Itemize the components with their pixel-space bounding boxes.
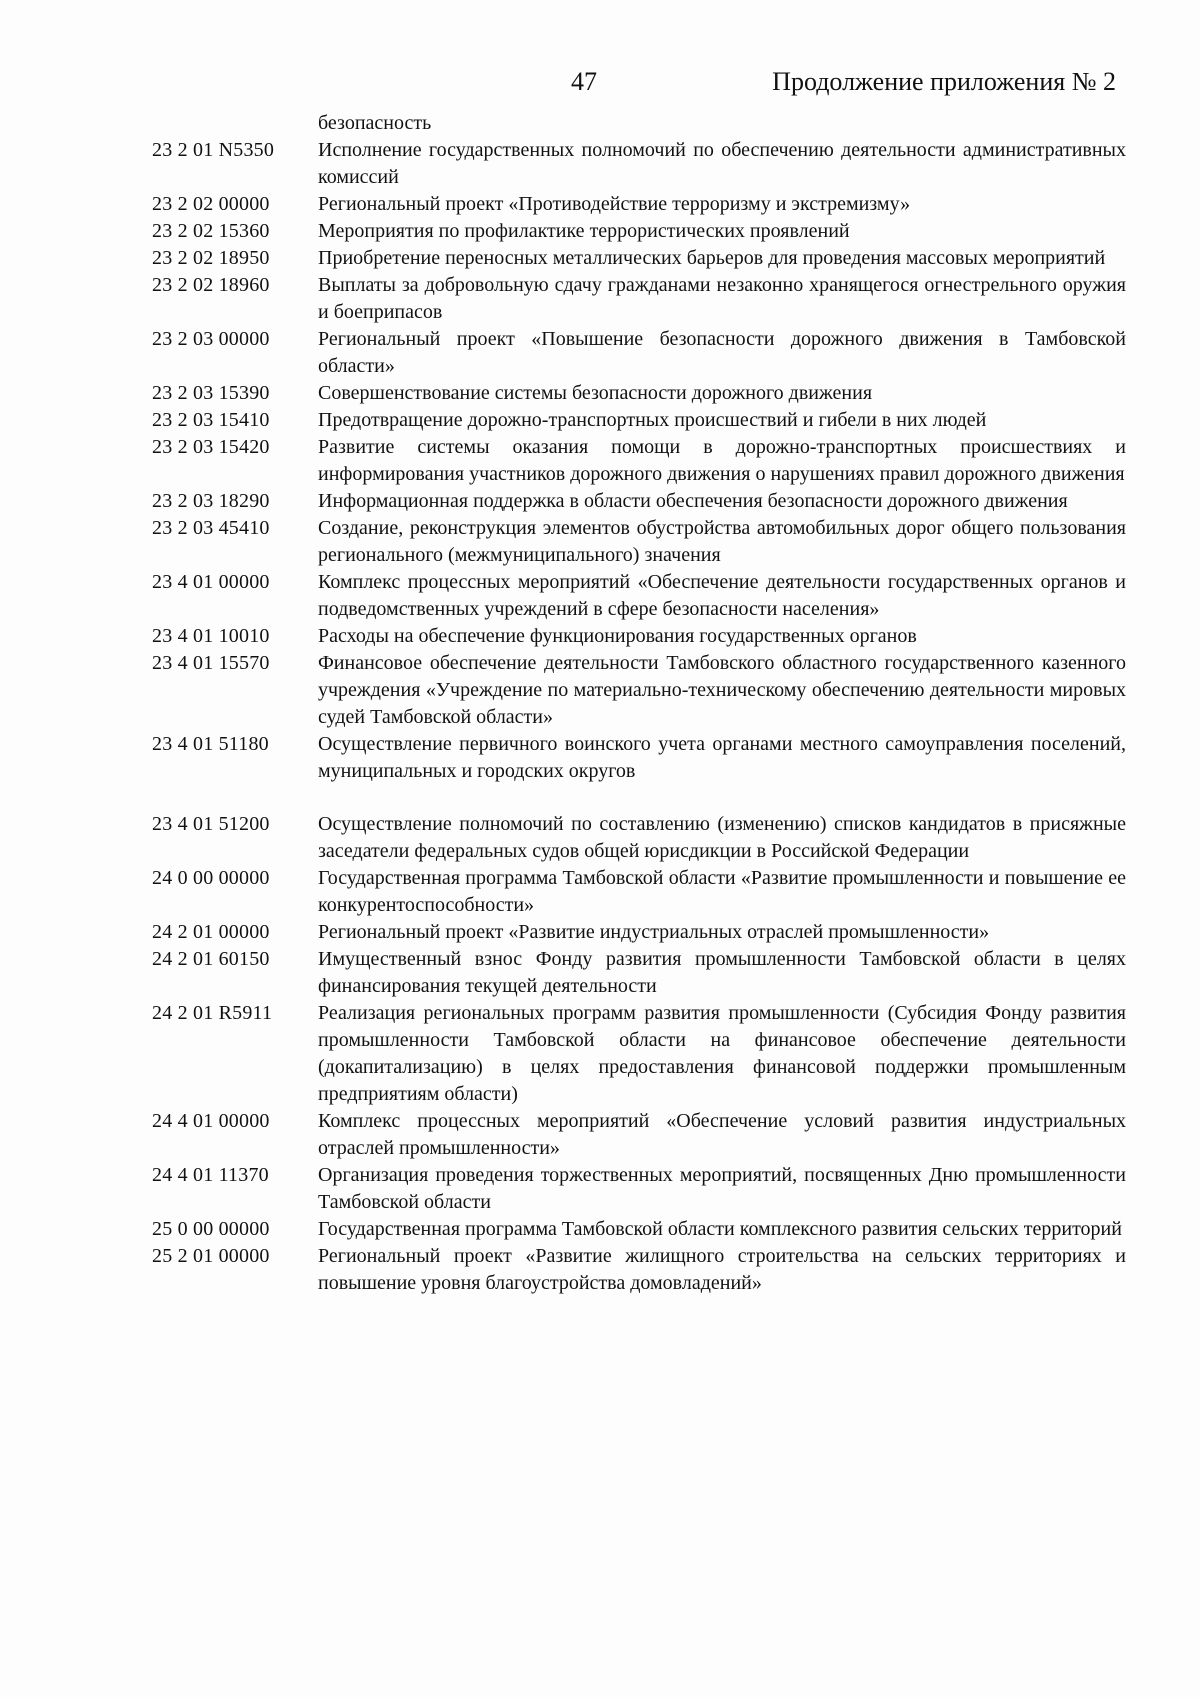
page-number: 47	[571, 67, 597, 96]
item-description: Региональный проект «Противодействие терроризму и экстремизму»	[318, 193, 911, 215]
list-item	[152, 407, 1126, 434]
budget-code: 24 4 01 11370	[152, 1164, 269, 1186]
list-item	[152, 946, 1126, 1000]
budget-code: 24 0 00 00000	[152, 867, 270, 889]
item-description: Осуществление первичного воинского учета органами местного самоуправления поселений, муниципальных и городских округов	[318, 733, 1126, 782]
appendix-continuation-title: Продолжение приложения № 2	[772, 67, 1116, 96]
list-item	[152, 731, 1126, 785]
budget-code: 23 4 01 10010	[152, 625, 270, 647]
item-description: Государственная программа Тамбовской области «Развитие промышленности и повышение ее конкурентоспособности»	[318, 867, 1126, 916]
budget-code: 25 2 01 00000	[152, 1245, 270, 1267]
budget-code: 23 2 02 15360	[152, 220, 270, 242]
classification-list	[152, 110, 1126, 1297]
budget-code: 23 2 03 45410	[152, 517, 270, 539]
list-item	[152, 1216, 1126, 1243]
list-item	[152, 326, 1126, 380]
list-item	[152, 1162, 1126, 1216]
item-description: Исполнение государственных полномочий по обеспечению деятельности административных комиссий	[318, 139, 1126, 188]
item-description: Региональный проект «Развитие индустриальных отраслей промышленности»	[318, 921, 990, 943]
budget-code: 23 4 01 15570	[152, 652, 270, 674]
budget-code: 24 2 01 60150	[152, 948, 270, 970]
list-item	[152, 272, 1126, 326]
list-item	[152, 1108, 1126, 1162]
budget-code: 24 2 01 R5911	[152, 1002, 273, 1024]
budget-code: 23 2 03 15390	[152, 382, 270, 404]
list-item	[152, 488, 1126, 515]
list-item	[152, 865, 1126, 919]
budget-code: 23 2 02 18960	[152, 274, 270, 296]
budget-code: 23 2 01 N5350	[152, 139, 275, 161]
item-description: Создание, реконструкция элементов обустройства автомобильных дорог общего пользования регионального (межмуниципального) значения	[318, 517, 1126, 566]
budget-code: 23 2 02 00000	[152, 193, 270, 215]
item-description: Государственная программа Тамбовской области комплексного развития сельских территорий	[318, 1218, 1122, 1240]
list-item	[152, 218, 1126, 245]
list-item	[152, 919, 1126, 946]
item-description: Комплекс процессных мероприятий «Обеспечение условий развития индустриальных отраслей промышленности»	[318, 1110, 1126, 1159]
item-description: Осуществление полномочий по составлению (изменению) списков кандидатов в присяжные заседатели федеральных судов общей юрисдикции в Российской Федерации	[318, 813, 1126, 862]
item-description: Приобретение переносных металлических барьеров для проведения массовых мероприятий	[318, 247, 1106, 269]
budget-code: 25 0 00 00000	[152, 1218, 270, 1240]
item-description: Совершенствование системы безопасности дорожного движения	[318, 382, 873, 404]
item-description: Региональный проект «Развитие жилищного строительства на сельских территориях и повышение уровня благоустройства домовладений»	[318, 1245, 1126, 1294]
budget-code: 24 4 01 00000	[152, 1110, 270, 1132]
budget-code: 23 4 01 51200	[152, 813, 270, 835]
budget-code: 23 4 01 00000	[152, 571, 270, 593]
item-description: Выплаты за добровольную сдачу гражданами незаконно хранящегося огнестрельного оружия и боеприпасов	[318, 274, 1126, 323]
budget-code: 23 4 01 51180	[152, 733, 269, 755]
list-item	[152, 434, 1126, 488]
item-description: Развитие системы оказания помощи в дорожно-транспортных происшествиях и информирования участников дорожного движения о нарушениях правил дорожного движения	[318, 436, 1126, 485]
item-description: Расходы на обеспечение функционирования государственных органов	[318, 625, 917, 647]
list-item	[152, 650, 1126, 731]
list-item	[152, 811, 1126, 865]
item-description: Региональный проект «Повышение безопасности дорожного движения в Тамбовской области»	[318, 328, 1126, 377]
continued-text: безопасность	[318, 112, 432, 134]
list-item	[152, 623, 1126, 650]
item-description: Финансовое обеспечение деятельности Тамбовского областного государственного казенного учреждения «Учреждение по материально-техническому обеспечению деятельности мировых судей Тамбовской области»	[318, 652, 1126, 728]
budget-code: 23 2 02 18950	[152, 247, 270, 269]
item-description: Комплекс процессных мероприятий «Обеспечение деятельности государственных органов и подведомственных учреждений в сфере безопасности населения»	[318, 571, 1126, 620]
list-item	[152, 245, 1126, 272]
list-item	[152, 569, 1126, 623]
item-description: Реализация региональных программ развития промышленности (Субсидия Фонду развития промышленности Тамбовской области на финансовое обеспечение деятельности (докапитализацию) в целях предоставления финансовой поддержки промышленным предприятиям области)	[318, 1002, 1126, 1105]
item-description: Предотвращение дорожно-транспортных происшествий и гибели в них людей	[318, 409, 987, 431]
item-description: Имущественный взнос Фонду развития промышленности Тамбовской области в целях финансирования текущей деятельности	[318, 948, 1126, 997]
item-description: Информационная поддержка в области обеспечения безопасности дорожного движения	[318, 490, 1068, 512]
budget-code: 23 2 03 15410	[152, 409, 270, 431]
budget-code: 23 2 03 18290	[152, 490, 270, 512]
list-item	[152, 515, 1126, 569]
list-item	[152, 380, 1126, 407]
list-item	[152, 137, 1126, 191]
budget-code: 23 2 03 00000	[152, 328, 270, 350]
list-item	[152, 1000, 1126, 1108]
budget-code: 24 2 01 00000	[152, 921, 270, 943]
item-description: Организация проведения торжественных мероприятий, посвященных Дню промышленности Тамбовской области	[318, 1164, 1126, 1213]
item-description: Мероприятия по профилактике террористических проявлений	[318, 220, 850, 242]
page-header	[0, 66, 1200, 106]
list-item	[152, 1243, 1126, 1297]
list-item	[152, 191, 1126, 218]
budget-code: 23 2 03 15420	[152, 436, 270, 458]
